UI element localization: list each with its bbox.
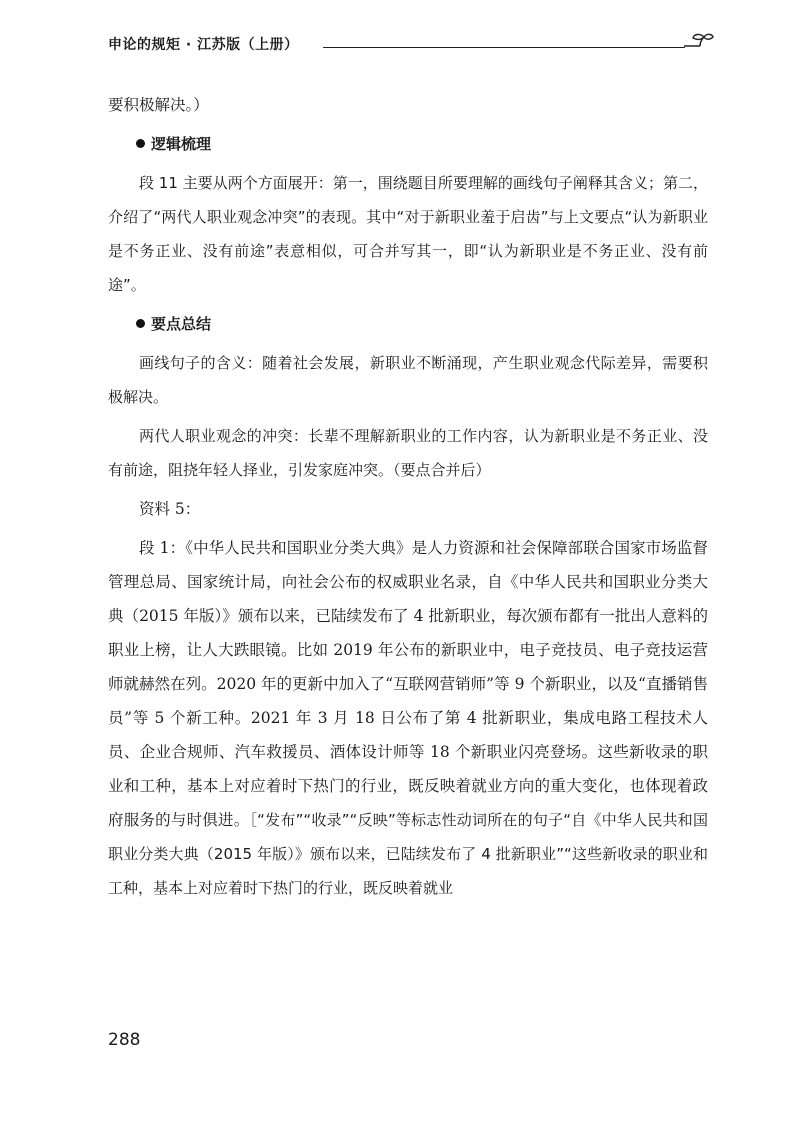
paragraph-1-text: 段 1：《中华人民共和国职业分类大典》是人力资源和社会保障部联合国家市场监督管理总局、国家统计局，向社会公布的权威职业名录，自《中华人民共和国职业分类大典（2015 年版）》颁布以来，已陆续发布了 4 批新职业，每次颁布都有一批出人意料的职业上榜，让人大跌眼镜。比如 2019 年公布的新职业中，电子竞技员、电子竞技运营师就赫然在列。2020 年的更新中加入了“互联网营销师”等 9 个新职业，以及“直播销售员”等 5 个新工种。2021 年 3 月 18 日公布了第 4 批新职业，集成电路工程技术人员、企业合规师、汽车救援员、酒体设计师等 18 个新职业闪亮登场。这些新收录的职业和工种，基本上对应着时下热门的行业，既反映着就业方向的重大变化，也体现着政府服务的与时俱进。 (108, 539, 708, 829)
paragraph-1 (108, 531, 708, 905)
paragraph-1-note: ［“发布”“收录”“反映”等标志性动词所在的句子“自《中华人民共和国职业分类大典（2015 年版）》颁布以来，已陆续发布了 4 批新职业”“这些新收录的职业和工种，基本上对应着时下热门的行业，既反映着就业 (108, 811, 708, 897)
paragraph-logic: 段 11 主要从两个方面展开：第一，围绕题目所要理解的画线句子阐释其含义；第二，介绍了“两代人职业观念冲突”的表现。其中“对于新职业羞于启齿”与上文要点“认为新职业是不务正业、没有前途”表意相似，可合并写其一，即“认为新职业是不务正业、没有前途”。 (108, 174, 708, 294)
paragraph-intro: 要积极解决。） (108, 96, 209, 114)
sprout-icon (680, 32, 714, 56)
bullet-icon (136, 139, 145, 148)
paragraph-material: 资料 5： (139, 500, 201, 518)
bullet-icon (136, 319, 145, 328)
page-body (108, 88, 708, 905)
paragraph-summary-1: 画线句子的含义：随着社会发展，新职业不断涌现，产生职业观念代际差异，需要积极解决。 (108, 354, 708, 406)
running-header (108, 30, 708, 56)
heading-summary-label: 要点总结 (151, 315, 212, 333)
paragraph-summary-2: 两代人职业观念的冲突：长辈不理解新职业的工作内容，认为新职业是不务正业、没有前途，阻挠年轻人择业，引发家庭冲突。（要点合并后） (108, 427, 708, 479)
heading-logic-label: 逻辑梳理 (151, 135, 212, 153)
header-rule (323, 47, 685, 48)
page-number: 288 (108, 1030, 141, 1050)
heading-summary (136, 307, 708, 341)
heading-logic (136, 127, 708, 161)
book-title: 申论的规矩 · 江苏版（上册） (108, 37, 299, 53)
